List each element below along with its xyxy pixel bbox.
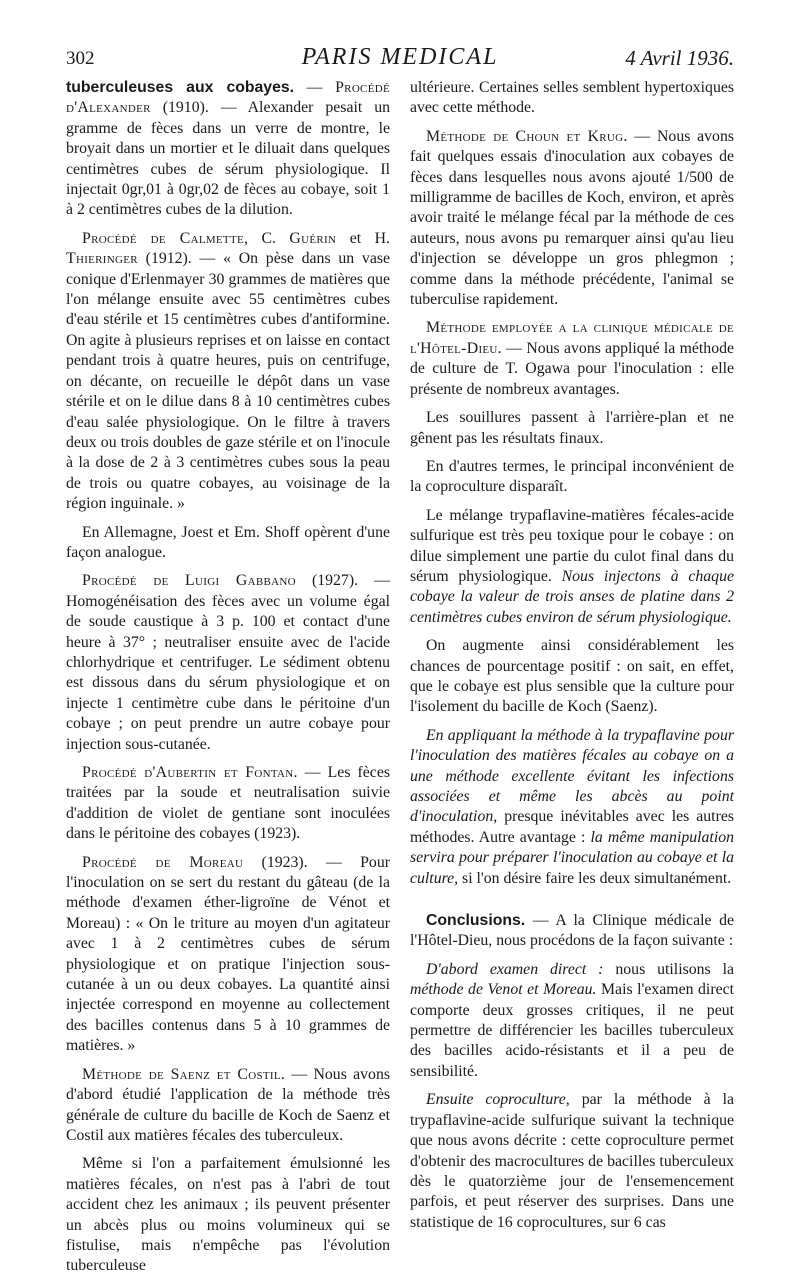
- journal-title: PARIS MEDICAL: [301, 44, 499, 70]
- paragraph-autres-termes: En d'autres termes, le principal inconvénient de la coproculture disparaît.: [410, 457, 734, 496]
- left-column: [66, 78, 390, 1285]
- paragraph-conclusions: Conclusions. — A la Clinique médicale de l'Hôtel-Dieu, nous procédons de la façon suivante :: [410, 912, 734, 950]
- paragraph-hotel-dieu: Méthode employée a la clinique médicale de l'Hôtel-Dieu. — Nous avons appliqué la méthode de culture de T. Ogawa pour l'inoculation : elle présente de nombreux avantages.: [410, 319, 734, 398]
- paragraph-choun: Méthode de Choun et Krug. — Nous avons fait quelques essais d'inoculation aux cobayes de fèces dans lesquelles nous avons ajouté 1/500 de milligramme de bacilles de Koch, environ, et après avoir traité le mélange fécal par la méthode de ces auteurs, nous avons pu remarquer ainsi qu'au lieu d'injection se développe un gros phlegmon ; comme dans la méthode précédente, l'animal se tuberculise rapidement.: [410, 127, 734, 309]
- paragraph-meme-si: Même si l'on a parfaitement émulsionné les matières fécales, on n'est pas à l'abri de tout accident chez les animaux ; ils peuvent présenter un abcès plus ou moins volumineux qui se fistulise, mais n'empêche pas l'évolution tuberculeuse: [66, 1155, 390, 1275]
- paragraph-alexander: tuberculeuses aux cobayes. — Procédé d'Alexander (1910). — Alexander pesait un gramme de fèces dans un verre de montre, le broyait dans un mortier et le diluait dans quelques centimètres cubes de sérum physiologique. Il injectait 0gr,01 à 0gr,02 de fèces au cobaye, soit 1 à 2 centimètres cubes de la dilution.: [66, 79, 390, 219]
- paragraph-en-appliquant: En appliquant la méthode à la trypaflavine pour l'inoculation des matières fécales au cobaye on a une méthode excellente évitant les infections associées et même les abcès au point d'inoculation, presque inévitables avec les autres méthodes. Autre avantage : la même manipulation servira pour préparer l'inoculation au cobaye et la culture, si l'on désire faire les deux simultanément.: [410, 726, 735, 887]
- paragraph-coproculture: Ensuite coproculture, par la méthode à la trypaflavine-acide sulfurique suivant la technique que nous avons décrite : cette coproculture permet d'obtenir des macrocultures de bacilles tuberculeux dès le quatorzième jour de l'ensemencement parfois, et peut réserver des surprises. Dans une statistique de 16 coprocultures, sur 6 cas: [410, 1091, 734, 1231]
- paragraph-trypaflavine: Le mélange trypaflavine-matières fécales-acide sulfurique est très peu toxique pour le cobaye : on dilue simplement une partie du culot final dans du sérum physiologique. Nous injectons à chaque cobaye la valeur de trois anses de platine dans 2 centimètres cubes environ de sérum physiologique.: [410, 506, 734, 626]
- paragraph-ulterieure: ultérieure. Certaines selles semblent hypertoxiques avec cette méthode.: [410, 79, 734, 117]
- paragraph-aubertin: Procédé d'Aubertin et Fontan. — Les fèces traitées par la soude et neutralisation suivie d'addition de violet de gentiane sont inoculées dans le péritoine des cobayes (1923).: [66, 764, 390, 843]
- page-number: 302: [66, 48, 95, 69]
- right-column: [410, 78, 734, 1241]
- paragraph-souillures: Les souillures passent à l'arrière-plan et ne gênent pas les résultats finaux.: [410, 409, 734, 447]
- paragraph-chances: On augmente ainsi considérablement les chances de pourcentage positif : on sait, en effet, que le cobaye est plus sensible que la culture pour l'isolement du bacille de Koch (Saenz).: [410, 637, 734, 716]
- paragraph-joest: En Allemagne, Joest et Em. Shoff opèrent d'une façon analogue.: [66, 523, 390, 561]
- page-header: [66, 44, 734, 80]
- issue-date: 4 Avril 1936.: [625, 46, 734, 70]
- paragraph-saenz: Méthode de Saenz et Costil. — Nous avons d'abord étudié l'application de la méthode très générale de culture du bacille de Koch de Saenz et Costil aux matières fécales des tuberculeux.: [66, 1065, 390, 1144]
- paragraph-gabbano: Procédé de Luigi Gabbano (1927). — Homogénéisation des fèces avec un volume égal de soude caustique à 3 p. 100 et contact d'une heure à 37° ; neutraliser ensuite avec de l'acide chlorhydrique et centrifuger. Le sédiment obtenu est dissous dans du sérum physiologique et on injecte 1 centimètre cube dans le péritoine d'un cobaye ; on peut prendre un autre cobaye pour injection sous-cutanée.: [66, 572, 390, 753]
- paragraph-calmette: Procédé de Calmette, C. Guérin et H. Thieringer (1912). — « On pèse dans un vase conique d'Erlenmayer 30 grammes de matières que l'on mélange ensuite avec 55 centimètres cubes d'eau stérile et 15 centimètres cubes d'antiformine. On agite à plusieurs reprises et on laisse en contact pendant trois à quatre heures, puis on centrifuge, on décante, on recueille le dépôt dans un vase stérile et on le dilue dans 8 à 10 centimètres cubes d'eau salée physiologique. On le filtre à travers deux ou trois doubles de gaze stérile et on l'inocule à la dose de 2 à 3 centimètres cubes sous la peau de trois ou quatre cobayes, au voisinage de la région inguinale. »: [66, 229, 390, 513]
- paragraph-examen-direct: D'abord examen direct : nous utilisons la méthode de Venot et Moreau. Mais l'examen direct comporte deux grosses critiques, il ne peut permettre de différencier les bacilles tuberculeux des bacilles acido-résistants et il a peu de sensibilité.: [410, 960, 734, 1080]
- paragraph-moreau: Procédé de Moreau (1923). — Pour l'inoculation on se sert du restant du gâteau (de la méthode d'examen éther-ligroïne de Vénot et Moreau) : « On le triture au moyen d'un agitateur avec 1 à 2 centimètres cubes de sérum physiologique et on pratique l'injection sous-cutanée à un ou deux cobayes. La quantité ainsi injectée correspond en moyenne au collectement des bacilles contenus dans 5 à 10 grammes de matières. »: [66, 853, 390, 1055]
